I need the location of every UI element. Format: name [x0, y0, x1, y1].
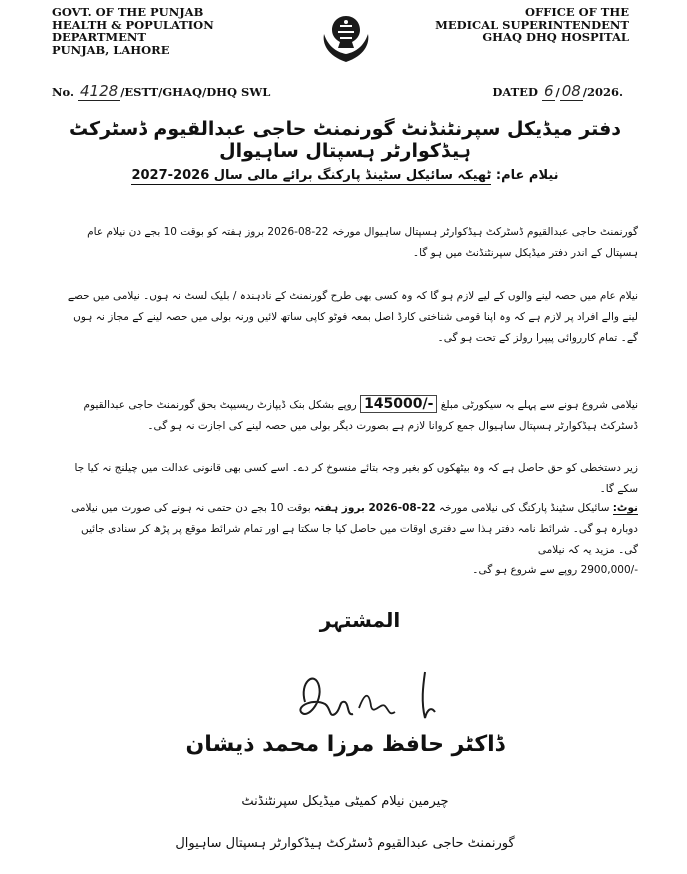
- signatory-hospital: گورنمنٹ حاجی عبدالقیوم ڈسٹرکٹ ہیڈکوارٹر ہسپتال ساہیوال: [175, 836, 515, 851]
- paragraph-cancellation-right: زیر دستخطی کو حق حاصل ہے کہ وہ بیٹھکوں کو بغیر وجہ بتائے منسوخ کر دے۔ اسے کسی بھی قانونی عدالت میں چیلنج نہ کیا جا سکے گا۔: [74, 462, 638, 495]
- header-left-line: PUNJAB, LAHORE: [52, 42, 170, 57]
- header-right-line: GHAQ DHQ HOSPITAL: [482, 30, 629, 44]
- dated-label: DATED: [492, 85, 538, 99]
- header-right-line: MEDICAL SUPERINTENDENT: [435, 17, 629, 32]
- reference-number: [52, 82, 270, 100]
- signatory-name: ڈاکٹر حافظ مرزا محمد ذیشان: [185, 732, 505, 757]
- advertiser-label: المشتہر: [319, 608, 401, 632]
- paragraph-security-deposit: [60, 394, 638, 437]
- notice-subject: [60, 168, 630, 183]
- dated-month: 08: [561, 82, 581, 100]
- subject-label: نیلام عام:: [495, 168, 559, 183]
- handwritten-signature: [285, 662, 465, 732]
- paragraph-opening-bid: -/2900,000 روپے سے شروع ہو گی۔: [472, 564, 638, 576]
- security-amount: -/145000: [360, 395, 437, 413]
- note-date: 22-08-2026 بروز ہفتہ: [313, 502, 436, 514]
- ref-no-label: No.: [52, 85, 74, 99]
- note-text-before: سائیکل سٹینڈ پارکنگ کی نیلامی مورخہ: [439, 502, 610, 514]
- note-text-after: بوقت 10 بجے دن حتمی نہ ہونے کی صورت میں نیلامی دوبارہ ہو گی۔ شرائط نامہ دفتر ہذا سے دفتری اوقات میں حاصل کیا جا سکتا ہے اور تمام شرائط موقع پر پڑھ کر سنادی جائیں گی۔ مزید یہ کہ نیلامی: [71, 502, 638, 556]
- header-left: [52, 6, 214, 56]
- paragraph-eligibility: نیلام عام میں حصہ لینے والوں کے لیے لازم ہو گا کہ وہ کسی بھی طرح گورنمنٹ کے نادہندہ / بلیک لسٹ نہ ہوں۔ نیلامی میں حصے لینے والے افراد پر لازم ہے کہ وہ اپنا قومی شناختی کارڈ اصل بمعہ فوٹو کاپی ساتھ لائیں ورنہ بولی میں حصہ لینے کے مجاز نہ ہوں گے۔ تمام کارروائی پیپرا رولز کے تحت ہو گی۔: [67, 290, 638, 344]
- signatory-designation: چیرمین نیلام کمیٹی میڈیکل سپرنٹنڈنٹ: [241, 794, 449, 809]
- header-right: [435, 6, 629, 44]
- ref-no-suffix: /ESTT/GHAQ/DHQ SWL: [120, 85, 271, 99]
- reference-date: DATED 6 / 08 /2026.: [492, 82, 623, 100]
- header-left-line: DEPARTMENT: [52, 30, 146, 44]
- subject-text: ٹھیکہ سائیکل سٹینڈ پارکنگ برائے مالی سال 2026-2027: [131, 168, 492, 183]
- paragraph-note: [60, 498, 638, 561]
- security-text-before: نیلامی شروع ہونے سے پہلے بہ سیکورٹی مبلغ: [440, 399, 638, 411]
- security-text-after: روپے بشکل بنک ڈیپازٹ ریسیپٹ بحق گورنمنٹ حاجی عبدالقیوم ڈسٹرکٹ ہیڈکوارٹر ہسپتال ساہیوال جمع کروانا لازم ہے بصورت دیگر بولی میں حصہ لینے کی اجازت نہ ہو گی۔: [83, 399, 638, 432]
- punjab-emblem-icon: [318, 12, 374, 66]
- office-title: دفتر میڈیکل سپرنٹنڈنٹ گورنمنٹ حاجی عبدالقیوم ڈسٹرکٹ ہیڈکوارٹر ہسپتال ساہیوال: [68, 118, 622, 162]
- header-left-line: GOVT. OF THE PUNJAB: [52, 5, 204, 19]
- header-left-line: HEALTH & POPULATION: [52, 17, 214, 32]
- note-label: نوٹ:: [612, 502, 638, 514]
- header-right-line: OFFICE OF THE: [524, 5, 629, 19]
- paragraph-auction-date: گورنمنٹ حاجی عبدالقیوم ڈسٹرکٹ ہیڈکوارٹر ہسپتال ساہیوال مورخہ 22-08-2026 بروز ہفتہ کو بوقت 10 بجے دن نیلام عام ہسپتال کے اندر دفتر میڈیکل سپرنٹنڈنٹ میں ہو گا۔: [87, 226, 638, 259]
- dated-day: 6: [543, 82, 554, 100]
- dated-year: 2026.: [586, 85, 623, 99]
- ref-no-value: 4128: [80, 82, 119, 100]
